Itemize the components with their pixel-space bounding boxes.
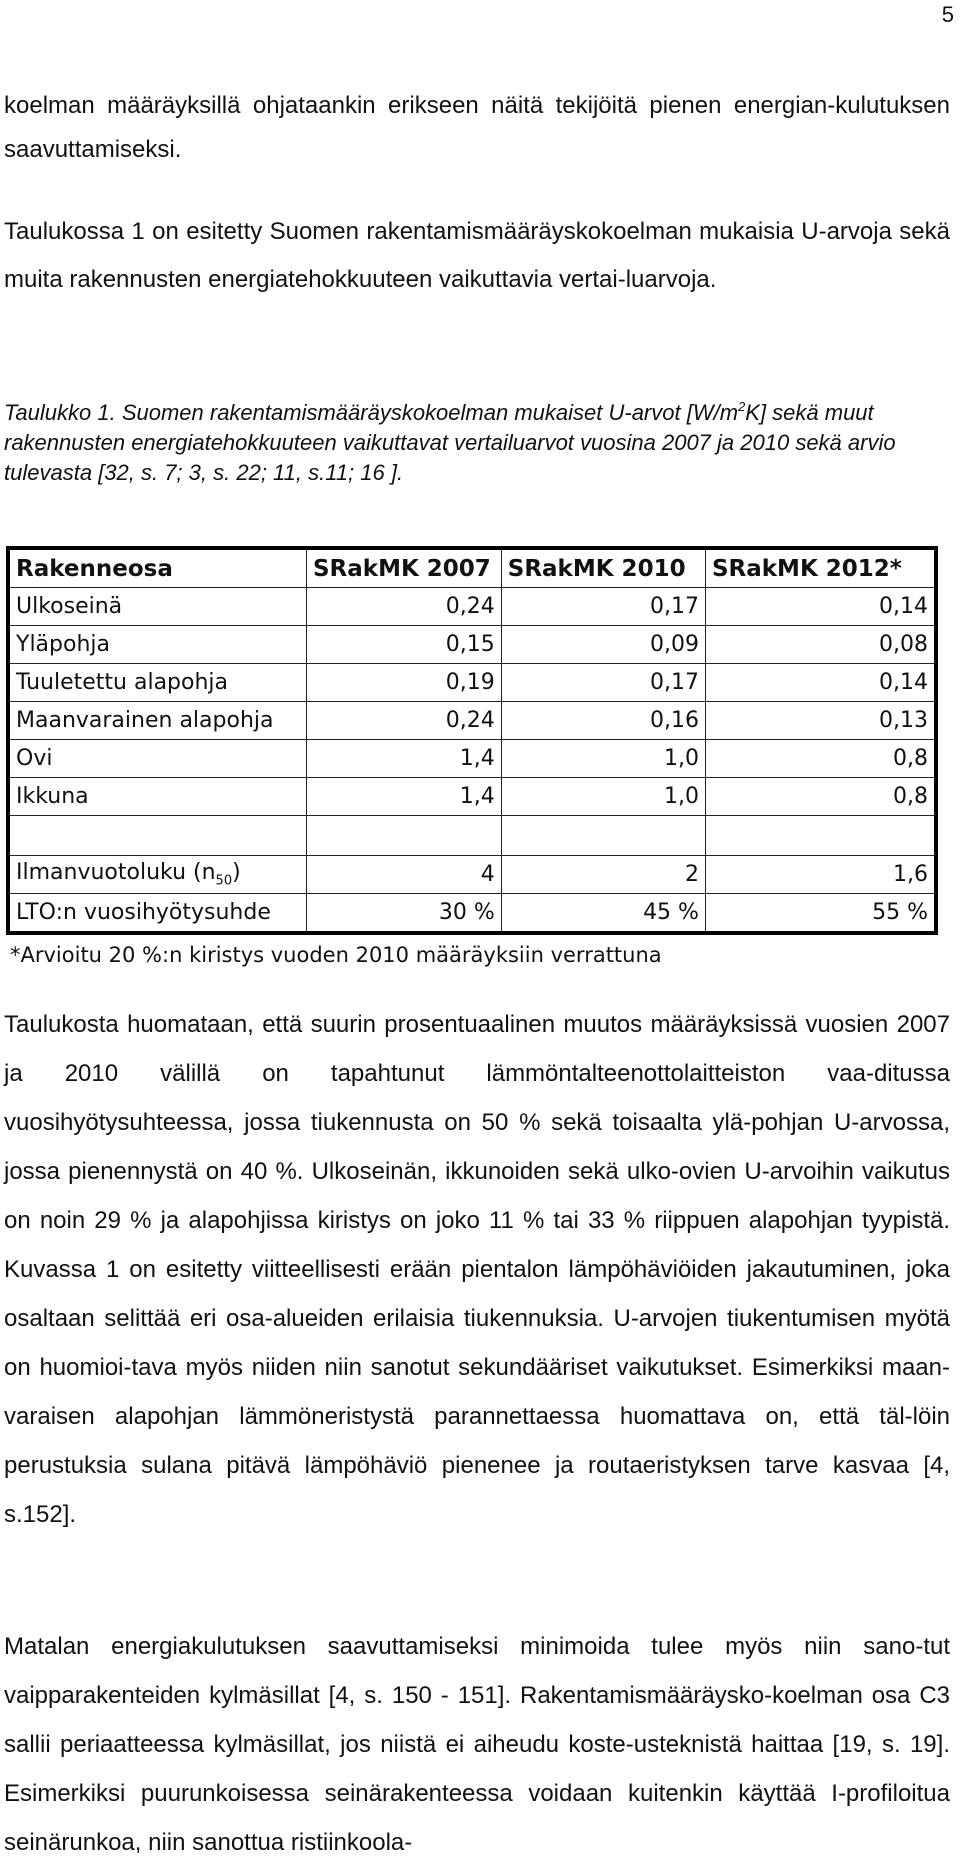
row-label: Maanvarainen alapohja [8, 702, 306, 740]
cell-2012: 0,14 [705, 588, 936, 626]
table-row [8, 702, 936, 740]
table-row-lto [8, 894, 936, 934]
row-label: Ilmanvuotoluku $(n_{50})$ [8, 856, 306, 894]
cell-2012: 0,08 [705, 626, 936, 664]
cell-2007: 30 % [306, 894, 501, 934]
cell-2007: 1,4 [306, 740, 501, 778]
table-row [8, 778, 936, 816]
cell-2010: 45 % [501, 894, 705, 934]
cell-2007: 0,24 [306, 588, 501, 626]
table-caption [4, 398, 934, 488]
row-label: Yläpohja [8, 626, 306, 664]
table-header-row [8, 548, 936, 588]
cell-2007: 0,15 [306, 626, 501, 664]
cell-2010: 2 [501, 856, 705, 894]
row-label: Tuuletettu alapohja [8, 664, 306, 702]
page-number: 5 [941, 2, 954, 27]
paragraph-table-intro: Taulukossa 1 on esitetty Suomen rakentamismääräyskokoelman mukaisia U-arvoja sekä muita rakennusten energiatehokkuuteen vaikuttavia vertai-luarvoja. [4, 218, 950, 293]
cell-2012: 0,8 [705, 778, 936, 816]
paragraph-analysis: Taulukosta huomataan, että suurin prosentuaalinen muutos määräyksissä vuosien 2007 ja 2010 välillä on tapahtunut lämmöntalteenottolaitteiston vaa-ditussa vuosihyötysuhteessa, jossa tiukennusta on 50 % sekä toisaalta ylä-pohjan U-arvossa, jossa pienennystä on 40 %. Ulkoseinän, ikkunoiden sekä ulko-ovien U-arvoihin vaikutus on noin 29 % ja alapohjissa kiristys on joko 11 % tai 33 % riippuen alapohjan tyypistä. Kuvassa 1 on esitetty viitteellisesti erään pientalon lämpöhäviöiden jakautuminen, joka osaltaan selittää eri osa-alueiden erilaisia tiukennuksia. U-arvojen tiukentumisen myötä on huomioi-tava myös niiden niin sanotut sekundääriset vaikutukset. Esimerkiksi maan-varaisen alapohjan lämmöneristystä parannettaessa huomattava on, että täl-löin perustuksia sulana pitävä lämpöhäviö pienenee ja routaeristyksen tarve kasvaa [4, s.152]. [4, 1011, 950, 1528]
cell-2007: 4 [306, 856, 501, 894]
cell-2007: 0,19 [306, 664, 501, 702]
table-footnote: *Arvioitu 20 %:n kiristys vuoden 2010 määräyksiin verrattuna [10, 943, 662, 967]
cell-2007: 0,24 [306, 702, 501, 740]
caption-text-1: Taulukko 1. Suomen rakentamismääräyskokoelman mukaiset U-arvot [W/m [4, 400, 739, 425]
n50-subscript: 50 [215, 873, 233, 889]
header-srakmk-2010: SRakMK 2010 [501, 548, 705, 588]
cell-2007: 1,4 [306, 778, 501, 816]
cell-2010: 0,16 [501, 702, 705, 740]
table-row [8, 740, 936, 778]
paragraph-thermal-bridges: Matalan energiakulutuksen saavuttamiseksi minimoida tulee myös niin sano-tut vaipparakenteiden kylmäsillat [4, s. 150 - 151]. Rakentamismääräysko-koelman osa C3 sallii periaatteessa kylmäsillat, jos niistä ei aiheudu koste-usteknistä haittaa [19, s. 19]. Esimerkiksi puurunkoisessa seinärakenteessa voidaan kuitenkin käyttää I-profiloitua seinärunkoa, niin sanottua ristiinkoola- [4, 1633, 950, 1856]
row-label: LTO:n vuosihyötysuhde [8, 894, 306, 934]
cell-2010: 0,09 [501, 626, 705, 664]
table-empty-row [8, 816, 936, 856]
table-row-air-leakage [8, 856, 936, 894]
row-label: Ulkoseinä [8, 588, 306, 626]
cell-2012: 0,13 [705, 702, 936, 740]
cell-2010: 0,17 [501, 664, 705, 702]
header-srakmk-2007: SRakMK 2007 [306, 548, 501, 588]
cell-2010: 1,0 [501, 740, 705, 778]
cell-2012: 0,8 [705, 740, 936, 778]
cell-2012: 0,14 [705, 664, 936, 702]
cell-2012: 55 % [705, 894, 936, 934]
cell-2010: 0,17 [501, 588, 705, 626]
cell-2010: 1,0 [501, 778, 705, 816]
header-srakmk-2012: SRakMK 2012* [705, 548, 936, 588]
row-label: Ovi [8, 740, 306, 778]
header-rakenneosa: Rakenneosa [8, 548, 306, 588]
u-values-table [6, 546, 938, 935]
table-row [8, 664, 936, 702]
row-label: Ikkuna [8, 778, 306, 816]
cell-2012: 1,6 [705, 856, 936, 894]
paragraph-intro-end: koelman määräyksillä ohjataankin erikseen näitä tekijöitä pienen energian-kulutuksen saavuttamiseksi. [4, 92, 950, 163]
table-row [8, 626, 936, 664]
table-row [8, 588, 936, 626]
caption-text-2: K] sekä muut rakennusten energiatehokkuuteen vaikuttavat vertailuarvot vuosina 2007 ja 2010 sekä arvio tulevasta [32, s. 7; 3, s. 22; 11, s.11; 16 ]. [4, 400, 896, 485]
caption-superscript: 2 [738, 399, 746, 414]
